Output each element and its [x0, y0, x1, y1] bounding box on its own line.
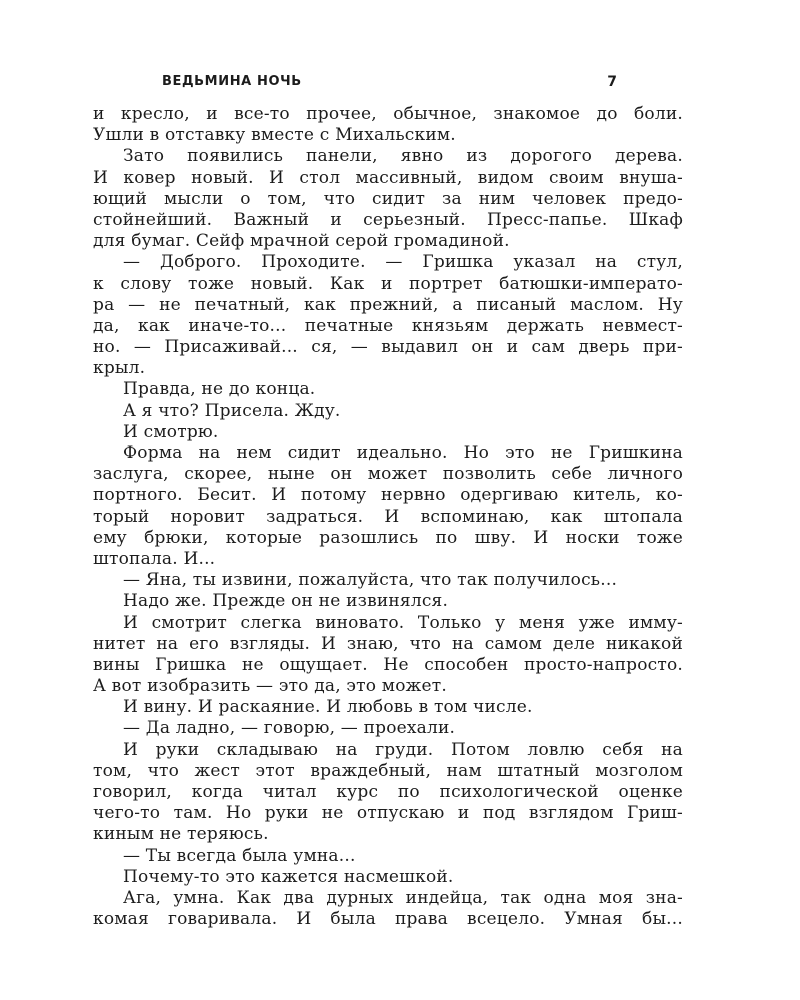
text-line: А я что? Присела. Жду. [123, 400, 341, 421]
text-line: И вину. И раскаяние. И любовь в том числе. [123, 697, 533, 718]
text-line: и кресло, и все-то прочее, обычное, знакомое до боли. [93, 104, 683, 124]
text-line: — Доброго. Проходите. — Гришка указал на стул, [123, 252, 683, 273]
text-line: Форма на нем сидит идеально. Но это не Гришкина [123, 443, 683, 463]
text-line: Ага, умна. Как два дурных индейца, так одна моя зна- [123, 887, 683, 908]
text-line: вины Гришка не ощущает. Не способен просто-напросто. [93, 654, 683, 675]
text-line: И смотрю. [123, 421, 219, 442]
text-line: заслуга, скорее, ныне он может позволить себе личного [93, 464, 683, 485]
text-line: — Ты всегда была умна... [123, 845, 356, 866]
text-line: Правда, не до конца. [123, 379, 316, 400]
text-line: киным не теряюсь. [93, 824, 269, 845]
page-number: 7 [607, 74, 617, 90]
text-line: к слову тоже новый. Как и портрет батюшки-императо- [93, 273, 683, 294]
running-title: ВЕДЬМИНА НОЧЬ [162, 74, 302, 89]
body-text [93, 104, 683, 930]
text-line: для бумаг. Сейф мрачной серой громадиной. [93, 231, 510, 252]
text-line: Зато появились панели, явно из дорогого дерева. [123, 146, 683, 167]
text-line: ему брюки, которые разошлись по шву. И носки тоже [93, 527, 683, 548]
text-line: И руки складываю на груди. Потом ловлю себя на [123, 739, 683, 760]
text-line: стойнейший. Важный и серьезный. Пресс-папье. Шкаф [93, 209, 683, 230]
text-line: говорил, когда читал курс по психологической оценке [93, 782, 683, 802]
text-line: комая говаривала. И была права всецело. Умная бы... [93, 909, 683, 930]
running-header [162, 72, 617, 92]
text-line: портного. Бесит. И потому нервно одергиваю китель, ко- [93, 485, 683, 506]
text-line: А вот изобразить — это да, это может. [93, 676, 447, 697]
text-line: — Да ладно, — говорю, — проехали. [123, 718, 456, 739]
text-line: крыл. [93, 358, 146, 379]
text-line: чего-то там. Но руки не отпускаю и под взглядом Гриш- [93, 803, 683, 824]
text-line: том, что жест этот враждебный, нам штатный мозголом [93, 760, 683, 781]
text-line: да, как иначе-то... печатные князьям держать невмест- [93, 315, 683, 336]
text-line: И ковер новый. И стол массивный, видом своим внуша- [93, 167, 683, 188]
text-line: торый норовит задраться. И вспоминаю, как штопала [93, 506, 683, 527]
text-line: ра — не печатный, как прежний, а писаный маслом. Ну [93, 294, 683, 315]
text-line: И смотрит слегка виновато. Только у меня уже имму- [123, 612, 683, 633]
text-line: — Яна, ты извини, пожалуйста, что так получилось... [123, 570, 618, 591]
text-line: Почему-то это кажется насмешкой. [123, 866, 454, 887]
text-line: Ушли в отставку вместе с Михальским. [93, 125, 456, 146]
text-line: ющий мысли о том, что сидит за ним человек предо- [93, 188, 683, 209]
text-line: но. — Присаживай... ся, — выдавил он и сам дверь при- [93, 337, 683, 358]
text-line: нитет на его взгляды. И знаю, что на самом деле никакой [93, 633, 683, 654]
text-line: штопала. И... [93, 548, 216, 569]
text-line: Надо же. Прежде он не извинялся. [123, 591, 449, 612]
